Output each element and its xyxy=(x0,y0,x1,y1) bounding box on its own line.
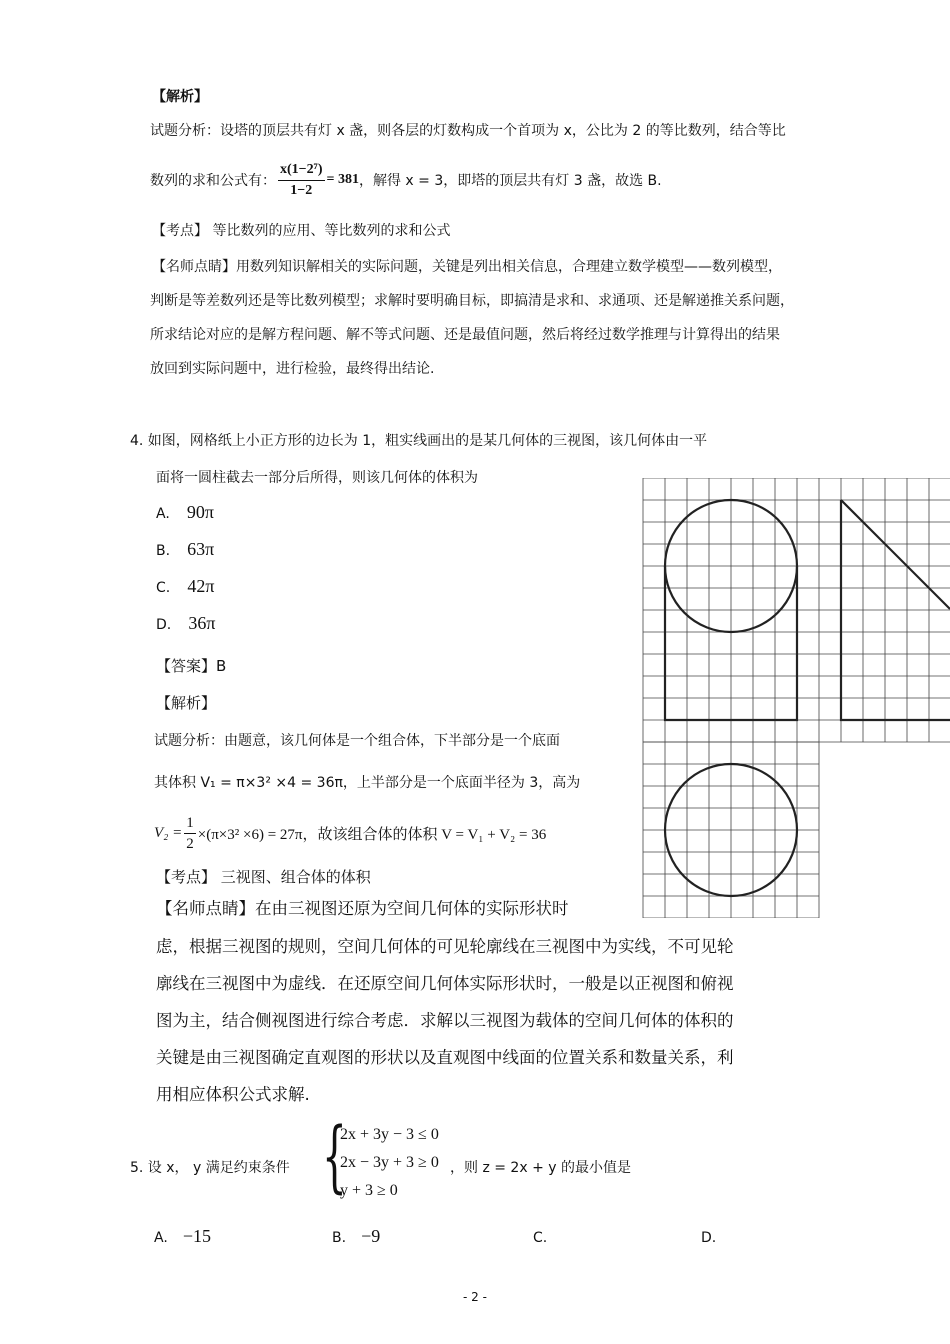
q4-mingshi-line-3: 廓线在三视图中为虚线．在还原空间几何体实际形状时，一般是以正视图和俯视 xyxy=(156,974,734,993)
constraint-2: 2x − 3y + 3 ≥ 0 xyxy=(340,1154,439,1171)
q4-v2-lhs: V₂ = xyxy=(154,824,183,841)
q5-stem-prefix: 5. 设 x， y 满足约束条件 xyxy=(130,1160,290,1176)
q5-option-d-label: D. xyxy=(701,1230,717,1246)
mingshi-prev-line-2: 判断是等差数列还是等比数列模型；求解时要明确目标，即搞清是求和、求通项、还是解递推关系问题， xyxy=(150,293,794,309)
constraint-brace: { xyxy=(322,1112,347,1202)
constraint-3: y + 3 ≥ 0 xyxy=(340,1182,398,1199)
q4-option-c-label: C. xyxy=(156,580,171,596)
q4-option-c xyxy=(156,576,214,597)
q4-option-a-label: A. xyxy=(156,506,170,522)
q4-option-c-value: 42π xyxy=(187,576,215,596)
q4-volume-v1-line: 其体积 V₁ = π×3² ×4 = 36π，上半部分是一个底面半径为 3，高为 xyxy=(154,775,581,791)
q4-mingshi-line-2: 虑，根据三视图的规则，空间几何体的可见轮廓线在三视图中为实线，不可见轮 xyxy=(156,937,734,956)
analysis-line-2-prefix: 数列的求和公式有： xyxy=(150,173,276,189)
q5-stem-suffix: ，则 z = 2x + y 的最小值是 xyxy=(450,1160,631,1176)
analysis-line-1: 试题分析：设塔的顶层共有灯 x 盏，则各层的灯数构成一个首项为 x，公比为 2 的等比数列，结合等比 xyxy=(150,123,786,139)
q4-option-b-label: B. xyxy=(156,543,171,559)
q4-stem-line-1: 4. 如图，网格纸上小正方形的边长为 1，粗实线画出的是某几何体的三视图，该几何体由一平 xyxy=(130,433,708,449)
q5-option-c xyxy=(533,1226,557,1247)
q4-mingshi-line-4: 图为主，结合侧视图进行综合考虑．求解以三视图为载体的空间几何体的体积的 xyxy=(156,1011,734,1030)
q4-v2-numerator: 1 xyxy=(184,813,196,834)
q5-option-b-value: −9 xyxy=(361,1226,381,1246)
q5-option-a xyxy=(154,1226,211,1247)
q4-v2-fraction xyxy=(184,813,196,854)
q4-option-d-value: 36π xyxy=(188,613,216,633)
sum-formula-rhs: = 381 xyxy=(326,172,359,187)
q4-v2-rhs: ×(π×3² ×6) = 27π，故该组合体的体积 V = V₁ + V₂ = 36 xyxy=(197,826,547,843)
sum-formula xyxy=(278,160,325,201)
analysis-line-2-suffix: ，解得 x = 3，即塔的顶层共有灯 3 盏，故选 B. xyxy=(358,173,662,189)
three-view-figure xyxy=(642,478,950,918)
analysis-heading: 【解析】 xyxy=(152,89,208,105)
q4-mingshi-line-5: 关键是由三视图确定直观图的形状以及直观图中线面的位置关系和数量关系，利 xyxy=(156,1048,734,1067)
q4-analysis-line-1: 试题分析：由题意，该几何体是一个组合体，下半部分是一个底面 xyxy=(154,733,560,749)
q4-option-a xyxy=(156,502,214,523)
q5-option-b-label: B. xyxy=(332,1230,347,1246)
sum-formula-numerator: x(1−2⁷) xyxy=(278,160,325,181)
mingshi-prev-line-3: 所求结论对应的是解方程问题、解不等式问题、还是最值问题，然后将经过数学推理与计算得出的结果 xyxy=(150,327,780,343)
q4-option-b-value: 63π xyxy=(187,539,215,559)
q4-mingshi-line-6: 用相应体积公式求解. xyxy=(156,1085,310,1104)
mingshi-prev-line-1: 【名师点睛】用数列知识解相关的实际问题，关键是列出相关信息，合理建立数学模型——数列模型， xyxy=(152,259,782,275)
q4-option-d-label: D. xyxy=(156,617,172,633)
q5-option-c-label: C. xyxy=(533,1230,548,1246)
constraint-1: 2x + 3y − 3 ≤ 0 xyxy=(340,1126,439,1143)
q5-option-a-value: −15 xyxy=(182,1226,212,1246)
analysis-line-2 xyxy=(150,158,662,202)
q4-stem-line-2: 面将一圆柱截去一部分后所得，则该几何体的体积为 xyxy=(156,470,478,486)
q4-volume-v2-line xyxy=(154,811,546,855)
kaodian-prev: 【考点】 等比数列的应用、等比数列的求和公式 xyxy=(152,223,451,239)
q4-answer: 【答案】B xyxy=(156,657,227,675)
q5-option-b xyxy=(332,1226,380,1247)
mingshi-prev-line-4: 放回到实际问题中，进行检验，最终得出结论. xyxy=(150,361,435,377)
q4-mingshi-line-1: 【名师点睛】在由三视图还原为空间几何体的实际形状时 xyxy=(156,899,569,918)
q4-kaodian: 【考点】 三视图、组合体的体积 xyxy=(156,868,371,886)
q5-option-d xyxy=(701,1226,726,1247)
q4-v2-denominator: 2 xyxy=(186,835,194,852)
q5-option-a-label: A. xyxy=(154,1230,168,1246)
figure-background-bottom xyxy=(642,743,819,918)
q4-option-b xyxy=(156,539,214,560)
q4-jiexi-heading: 【解析】 xyxy=(156,694,217,712)
sum-formula-denominator: 1−2 xyxy=(290,182,313,198)
q4-option-d xyxy=(156,613,215,634)
page-number: - 2 - xyxy=(463,1290,487,1304)
q4-option-a-value: 90π xyxy=(186,502,214,522)
